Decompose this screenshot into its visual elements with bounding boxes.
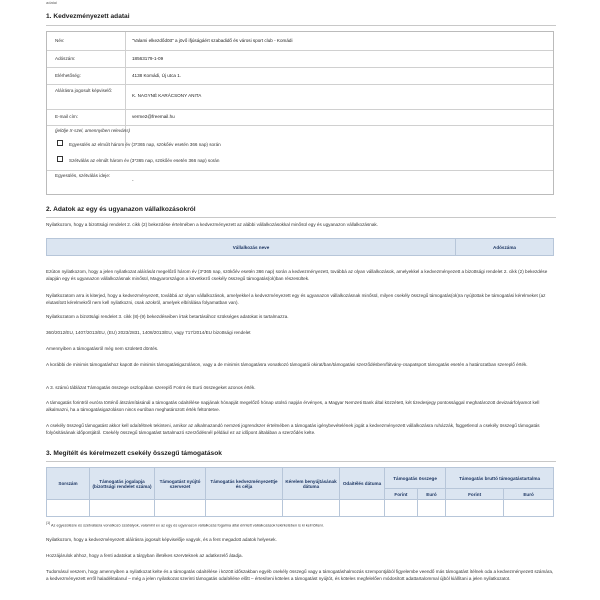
section2-intro: Nyilatkozom, hogy a bizottsági rendelet 2. cikk (2) bekezdése értelmében a kedvezményezett az alábbi vállalkozásokkal minősül egy és ugyanazon vállalkozásnak.: [46, 222, 378, 227]
contact-value: 4138 Komádi, Új utca 1.: [132, 73, 182, 78]
row-divider: [47, 84, 553, 85]
footnote-text: Az egyesülésre és szétválásra vonatkozó szabályok, valamint ex az egy és ugyanazon vállalkozás fogalma által érintett vállalkozások tekintetében is ki kell tölteni.: [51, 523, 324, 528]
row-divider: [47, 50, 553, 51]
row-divider: [47, 109, 553, 110]
tax-number-value: 18563179-1-09: [132, 56, 164, 61]
sub-euro: Euró: [504, 489, 554, 500]
section3-paragraph: Tudomásul veszem, hogy amennyiben a nyilatkozat kelte és a támogatás odaítélése i között időszakban egyéb csekély összegű vagy a támogatáshalmozás szempontjából figyelembe veendő más támogatást ítélnek oda a kedvezményezett számára, a kedvezményezett erről haladéktalanul – még a jelen nyilatkozat szerinti támogatás odaítélése előtt – értesíteni köteles a támogatást nyújtót, és köteles megfelelően módosított adattartalommal újból kiállítani a jelen nyilatkozatot.: [46, 569, 554, 582]
col-nyujto: Támogatást nyújtó szervezet: [155, 468, 206, 500]
col-jogalap: Támogatás jogalapja (bizottsági rendelet száma): [90, 468, 155, 500]
representative-label: Aláírásra jogosult képviselő:: [55, 88, 113, 93]
section2-paragraph: A támogatás forintról euróra történő átszámításánál a támogatás odaítélése napjának hónapját megelőző hónap utolsó napján érvényes, a Magyar Nemzeti Bank által közzétett, két tizedesjegy pontossággal meghatározott devizaárfolyamot kell alkalmazni, ha a támogatásigazoláson nincs euróban meghatározott érték feltüntetve.: [46, 400, 540, 413]
row-divider: [47, 67, 553, 68]
page-top-fragment: adatai: [46, 0, 57, 5]
undertakings-table: [46, 238, 554, 256]
name-label: Név:: [55, 38, 65, 43]
email-label: E-mail cím:: [55, 114, 78, 119]
merger-checkbox-label: Egyesülés az elmúlt három év (3*365 nap, szökőév esetén 366 nap) során: [69, 142, 221, 147]
demerger-checkbox-label: Szétválás az elmúlt három év (3*365 nap, szökőév esetén 366 nap) során: [69, 158, 220, 163]
footnote-mark: (1): [46, 521, 51, 525]
row-divider: [47, 170, 553, 171]
name-value: "Valami elkezdődött" a jövő ifjúságáért szabadidő és városi sport club - Komádi: [132, 38, 293, 43]
sub-forint: Forint: [385, 489, 418, 500]
section3-heading: 3. Megítélt és kérelmezett csekély összegű támogatások: [46, 450, 222, 457]
tax-number-label: Adószám:: [55, 56, 76, 61]
col-odaiteles: Odaítélés dátuma: [340, 468, 385, 500]
section2-paragraph: Ezúton nyilatkozom, hogy a jelen nyilatkozat aláírását megelőző három év (3*365 nap, szökőév esetén 366 nap) során a kedvezményezett, továbbá az olyan vállalkozások, amelyekkel a kedvezményezett a bizottsági rendelet 2. cikk (2) bekezdése alapján egy és ugyanazon vállalkozásnak minősül, Magyarországon a következő csekély összegű támogatás(ok)ban részesültek.: [46, 269, 548, 282]
merger-date-label: Egyesülés, szétválás ideje:: [55, 173, 111, 178]
row-divider: [47, 125, 553, 126]
undertaking-tax-header: Adószáma: [456, 239, 554, 256]
representative-value: K. NAGYNÉ KARÁCSONY ANITA: [132, 93, 202, 98]
sub-euro: Euró: [417, 489, 445, 500]
section2-divider: [46, 217, 556, 218]
section1-divider: [46, 25, 556, 26]
section2-paragraph: A csekély összegű támogatást akkor kell odaítéltnek tekinteni, amikor az alkalmazandó nemzeti jogrendszer értelmében a támogatás igénybevételének jogát a kedvezményezett vállalkozásra ruházzák, függetlenül a csekély összegű támogatás folyósításának időpontjától. Csekély összegű támogatást tartalmazó szerződésnél például ez az időpont általában a szerződés kelte.: [46, 423, 540, 436]
section2-heading: 2. Adatok az egy és ugyanazon vállalkozásokról: [46, 206, 196, 213]
section3-paragraph: Hozzájárulok ahhoz, hogy a fenti adatokat a tárgyban illetékes szervteknek az adatkezelő átadja.: [46, 553, 243, 558]
col-kedvezmenyezett: Támogatás kedvezményezettje és célja: [206, 468, 283, 500]
section2-paragraph: A 3. számú táblázat Támogatás összege oszlopában szereplő Forint és Euró összegeket azonos érték.: [46, 385, 256, 390]
undertaking-name-header: Vállalkozás neve: [47, 239, 456, 256]
col-kerelem: Kérelem benyújtásának dátuma: [283, 468, 340, 500]
demerger-checkbox[interactable]: [57, 156, 63, 162]
merger-date-value: -: [132, 178, 134, 183]
col-sorszam: Sorszám: [47, 468, 90, 500]
email-value: verme2@freemail.hu: [132, 114, 175, 119]
footnote: [46, 521, 556, 529]
section2-paragraph: A korábbi de minimis támogatáshoz kapott de minimis támogatásigazoláson, vagy a de minimis támogatásra vonatkozó támogatói okirat/ban/támogatási szerződésben/fátvány-csapatsport támogatás esetén a határozatban szereplő érték.: [46, 362, 528, 367]
col-brutto: Támogatás bruttó támogatástartalma: [446, 468, 554, 489]
aid-table: [46, 467, 554, 517]
checkbox-note: (jelölje X-szel, amennyiben releváns): [55, 128, 131, 133]
section2-paragraph: Amennyiben a támogatásról még nem született döntés.: [46, 346, 159, 351]
section3-paragraph: Nyilatkozom, hogy a kedvezményezett aláírásra jogosult képviselője vagyok, és a fent megadott adatok helyesek.: [46, 537, 277, 542]
section2-paragraph: Nyilatkozatom arra is kiterjed, hogy a kedvezményezett, továbbá az olyan vállalkozások, amelyekkel a kedvezményezett egy és ugyanazon vállalkozásnak minősül, milyen csekély összegű támogatás(ok)ra nyújtottak be támogatási kérelmeket (az elutasított kérelmekről nem kell nyilatkozni, csak azokról, amelyek elbírálása folyamatban van).: [46, 293, 546, 306]
section1-heading: 1. Kedvezményezett adatai: [46, 13, 130, 20]
merger-checkbox[interactable]: [57, 140, 63, 146]
section2-paragraph: Nyilatkozatom a bizottsági rendelet 3. cikk (8)-(9) bekezdéseiben írtak betartásához szükséges adatokat is tartalmazza.: [46, 314, 289, 319]
col-osszeg: Támogatás összege: [385, 468, 446, 489]
aid-table-empty-row: [47, 500, 554, 517]
beneficiary-data-box: [46, 31, 554, 195]
contact-label: Elérhetőség:: [55, 73, 81, 78]
section3-divider: [46, 461, 556, 462]
sub-forint: Forint: [446, 489, 504, 500]
section2-paragraph: 360/2012/EU, 1407/2013/EU, (EU) 2023/2831, 1408/2013/EU, vagy 717/2014/EU bizottsági rendelet: [46, 330, 251, 335]
